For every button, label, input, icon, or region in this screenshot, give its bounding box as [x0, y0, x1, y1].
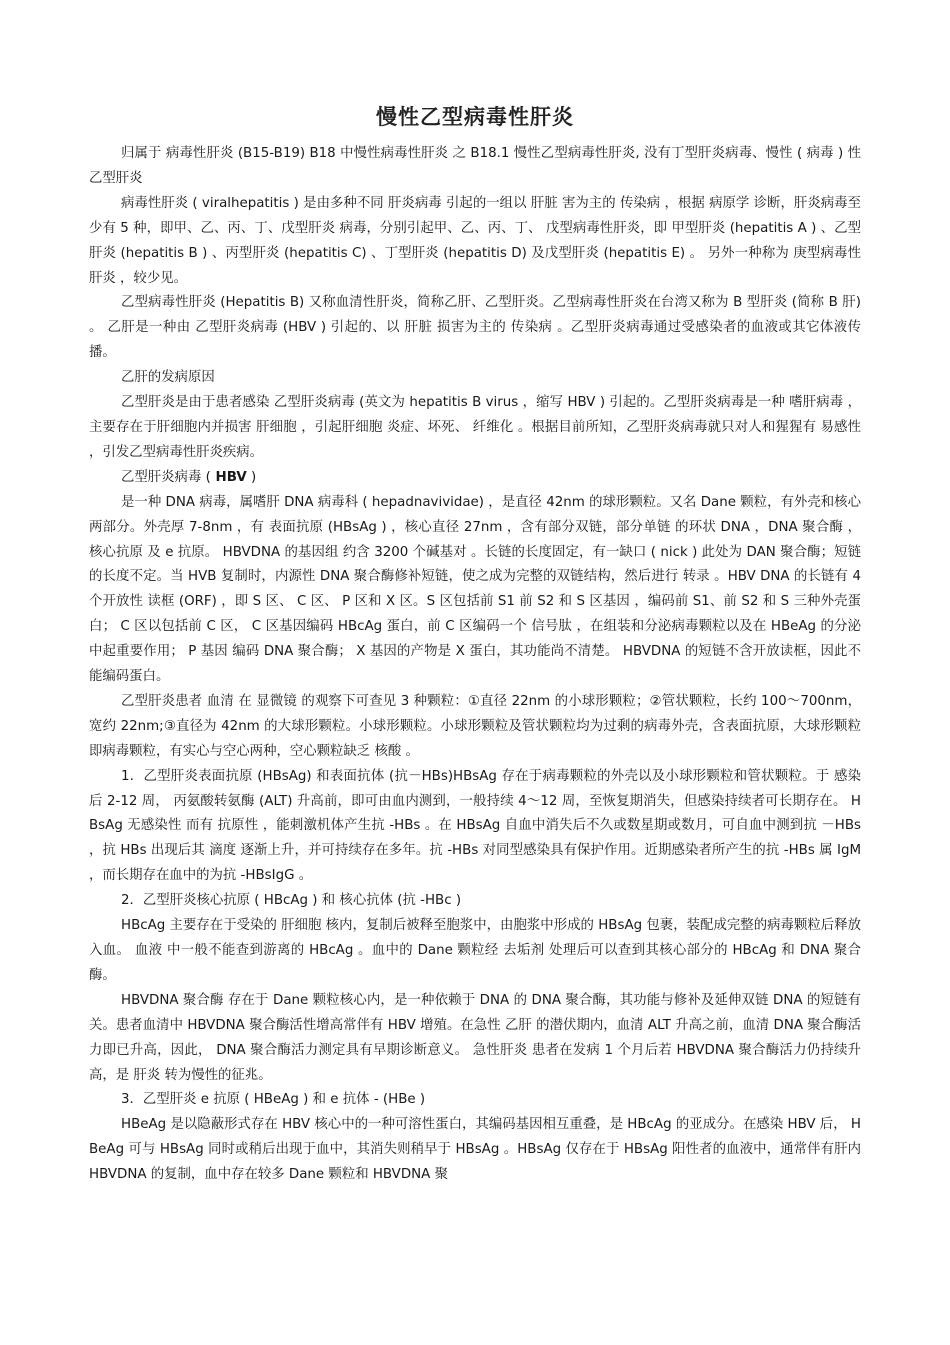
section-heading	[89, 466, 861, 491]
paragraph: 乙型肝炎是由于患者感染 乙型肝炎病毒 (英文为 hepatitis B virus ，缩写 HBV ) 引起的。乙型肝炎病毒是一种 嗜肝病毒 ，主要存在于肝细胞内并损害 肝细胞 ，引起肝细胞 炎症、坏死、 纤维化 。根据目前所知，乙型肝炎病毒就只对人和猩猩有 易感性 ，引发乙型病毒性肝炎疾病。	[89, 395, 861, 460]
paragraph: 1．乙型肝炎表面抗原 (HBsAg) 和表面抗体 (抗－HBs)HBsAg 存在于病毒颗粒的外壳以及小球形颗粒和管状颗粒。于 感染 后 2-12 周， 丙氨酸转氨酶 (ALT) 升高前，即可由血内测到，一般持续 4～12 周，至恢复期消失，但感染持续者可长期存在。 HBsAg 无感染性 而有 抗原性 ，能刺激机体产生抗 -HBs 。在 HBsAg 自血中消失后不久或数星期或数月，可自血中测到抗 －HBs ，抗 HBs 出现后其 滴度 逐渐上升，并可持续存在多年。抗 -HBs 对同型感染具有保护作用。近期感染者所产生的抗 -HBs 属 IgM ，而长期存在血中的为抗 -HBsIgG 。	[89, 768, 861, 884]
paragraph: HBVDNA 聚合酶 存在于 Dane 颗粒核心内，是一种依赖于 DNA 的 DNA 聚合酶，其功能与修补及延伸双链 DNA 的短链有关。患者血清中 HBVDNA 聚合酶活性增高常伴有 HBV 增殖。在急性 乙肝 的潜伏期内，血清 ALT 升高之前，血清 DNA 聚合酶活力即已升高，因此， DNA 聚合酶活力测定具有早期诊断意义。 急性肝炎 患者在发病 1 个月后若 HBVDNA 聚合酶活力仍持续升高，是 肝炎 转为慢性的征兆。	[89, 992, 861, 1083]
section-heading-text: 乙肝的发病原因	[121, 370, 215, 386]
document-page	[89, 102, 861, 1188]
paragraph: 是一种 DNA 病毒，属嗜肝 DNA 病毒科 ( hepadnavividae) ，是直径 42nm 的球形颗粒。又名 Dane 颗粒，有外壳和核心两部分。外壳厚 7-8nm ，有 表面抗原 (HBsAg ) ，核心直径 27nm ，含有部分双链，部分单链 的环状 DNA ，DNA 聚合酶 ，核心抗原 及 e 抗原。 HBVDNA 的基因组 约含 3200 个碱基对 。长链的长度固定，有一缺口 ( nick ) 此处为 DAN 聚合酶；短链的长度不定。当 HVB 复制时，内源性 DNA 聚合酶修补短链，使之成为完整的双链结构，然后进行 转录 。HBV DNA 的长链有 4 个开放性 读框 (ORF) ，即 S 区、 C 区、 P 区和 X 区。S 区包括前 S1 前 S2 和 S 区基因 ，编码前 S1、前 S2 和 S 三种外壳蛋白； C 区以包括前 C 区， C 区基因编码 HBcAg 蛋白，前 C 区编码一个 信号肽 ，在组装和分泌病毒颗粒以及在 HBeAg 的分泌中起重要作用； P 基因 编码 DNA 聚合酶； X 基因的产物是 X 蛋白，其功能尚不清楚。 HBVDNA 的短链不含开放读框，因此不能编码蛋白。	[89, 494, 861, 685]
document-body	[89, 142, 861, 1188]
section-heading	[89, 366, 861, 391]
section-heading-bold: HBV	[210, 469, 247, 485]
paragraph: 2．乙型肝炎核心抗原 ( HBcAg ) 和 核心抗体 (抗 -HBc )	[121, 893, 462, 909]
section-heading-suffix: )	[246, 469, 257, 485]
paragraph: 3．乙型肝炎 e 抗原 ( HBeAg ) 和 e 抗体 - (HBe )	[121, 1092, 426, 1108]
paragraph: 乙型肝炎患者 血清 在 显微镜 的观察下可查见 3 种颗粒：①直径 22nm 的小球形颗粒；②管状颗粒，长约 100～700nm，宽约 22nm;③直径为 42nm 的大球形颗粒。小球形颗粒。小球形颗粒及管状颗粒均为过剩的病毒外壳，含表面抗原，大球形颗粒即病毒颗粒，有实心与空心两种，空心颗粒缺乏 核酸 。	[89, 693, 861, 759]
paragraph: HBcAg 主要存在于受染的 肝细胞 核内，复制后被释至胞浆中，由胞浆中形成的 HBsAg 包裹，装配成完整的病毒颗粒后释放入血。 血液 中一般不能查到游离的 HBcAg 。血中的 Dane 颗粒经 去垢剂 处理后可以查到其核心部分的 HBcAg 和 DNA 聚合酶。	[89, 918, 861, 983]
paragraph: HBeAg 是以隐蔽形式存在 HBV 核心中的一种可溶性蛋白，其编码基因相互重叠，是 HBcAg 的亚成分。在感染 HBV 后， HBeAg 可与 HBsAg 同时或稍后出现于血中，其消失则稍早于 HBsAg 。HBsAg 仅存在于 HBsAg 阳性者的血液中，通常伴有肝内 HBVDNA 的复制，血中存在较多 Dane 颗粒和 HBVDNA 聚	[89, 1117, 861, 1183]
paragraph: 乙型病毒性肝炎 (Hepatitis B) 又称血清性肝炎，简称乙肝、乙型肝炎。乙型病毒性肝炎在台湾又称为 B 型肝炎 (简称 B 肝) 。 乙肝是一种由 乙型肝炎病毒 (HBV ) 引起的、以 肝脏 损害为主的 传染病 。乙型肝炎病毒通过受感染者的血液或其它体液传播。	[89, 295, 861, 361]
paragraph: 病毒性肝炎 ( viralhepatitis ) 是由多种不同 肝炎病毒 引起的一组以 肝脏 害为主的 传染病 ，根据 病原学 诊断，肝炎病毒至少有 5 种，即甲、乙、丙、丁、戊型肝炎 病毒，分别引起甲、乙、丙、丁、 戊型病毒性肝炎，即 甲型肝炎 (hepatitis A ) 、乙型肝炎 (hepatitis B ) 、丙型肝炎 (hepatitis C) 、丁型肝炎 (hepatitis D) 及戊型肝炎 (hepatitis E) 。 另外一种称为 庚型病毒性肝炎 ，较少见。	[89, 195, 861, 286]
section-heading-text: 乙型肝炎病毒 (	[121, 469, 211, 485]
paragraph: 归属于 病毒性肝炎 (B15-B19) B18 中慢性病毒性肝炎 之 B18.1 慢性乙型病毒性肝炎, 没有丁型肝炎病毒、慢性 ( 病毒 ) 性乙型肝炎	[89, 146, 861, 186]
page-title: 慢性乙型病毒性肝炎	[376, 105, 574, 129]
